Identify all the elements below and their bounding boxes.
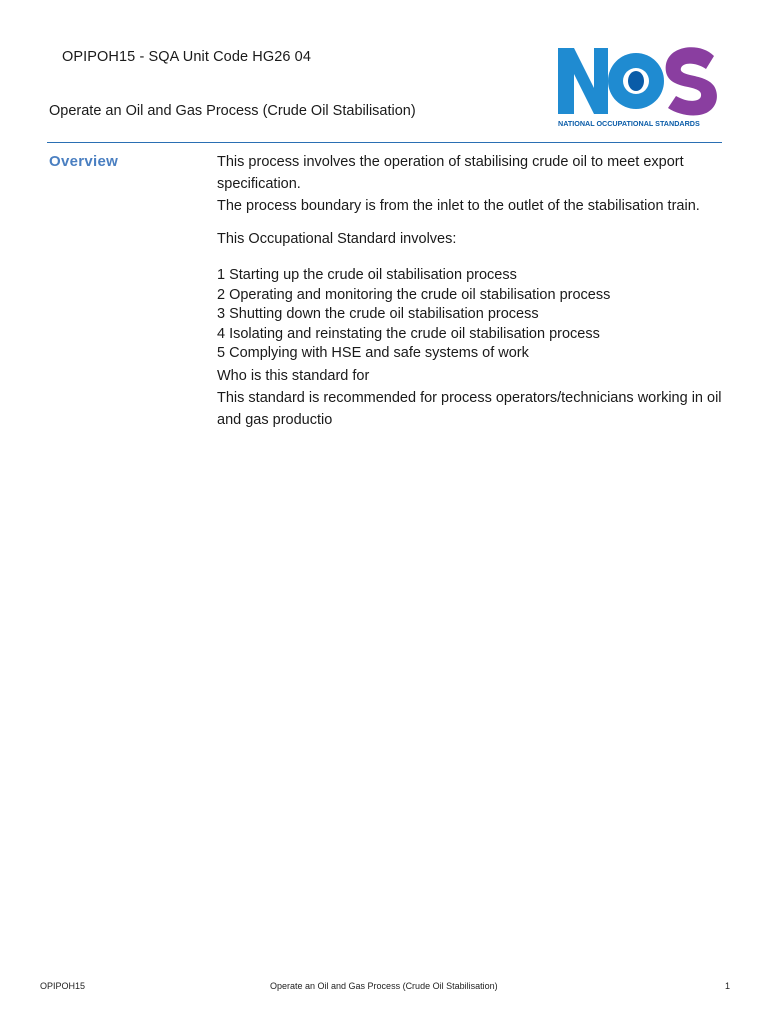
who-text: This standard is recommended for process operators/technicians working in oil and gas productio — [217, 389, 722, 428]
who-heading: Who is this standard for — [217, 367, 370, 384]
overview-list — [217, 266, 727, 364]
overview-intro: This Occupational Standard involves: — [217, 231, 457, 247]
list-item: 5 Complying with HSE and safe systems of work — [217, 345, 529, 361]
footer-page-number: 1 — [725, 981, 731, 991]
list-item: 1 Starting up the crude oil stabilisation process — [217, 267, 517, 283]
logo-letter-n — [558, 48, 608, 114]
logo-letter-s — [666, 47, 717, 115]
list-item: 4 Isolating and reinstating the crude oil stabilisation process — [217, 325, 600, 342]
header-divider — [47, 142, 722, 143]
logo-tagline: NATIONAL OCCUPATIONAL STANDARDS — [558, 119, 700, 128]
unit-title: Operate an Oil and Gas Process (Crude Oil Stabilisation) — [49, 103, 416, 119]
overview-content — [217, 151, 727, 431]
overview-paragraph-1: This process involves the operation of stabilising crude oil to meet export specification. — [217, 154, 684, 192]
overview-paragraph-2: The process boundary is from the inlet to the outlet of the stabilisation train. — [217, 198, 700, 214]
section-label-overview: Overview — [49, 153, 119, 170]
nos-logo — [556, 44, 720, 130]
list-item: 2 Operating and monitoring the crude oil stabilisation process — [217, 286, 611, 303]
footer-title: Operate an Oil and Gas Process (Crude Oil Stabilisation) — [270, 981, 498, 991]
unit-code-line: OPIPOH15 - SQA Unit Code HG26 04 — [62, 49, 312, 65]
list-item: 3 Shutting down the crude oil stabilisation process — [217, 306, 539, 322]
footer-code: OPIPOH15 — [40, 981, 86, 991]
